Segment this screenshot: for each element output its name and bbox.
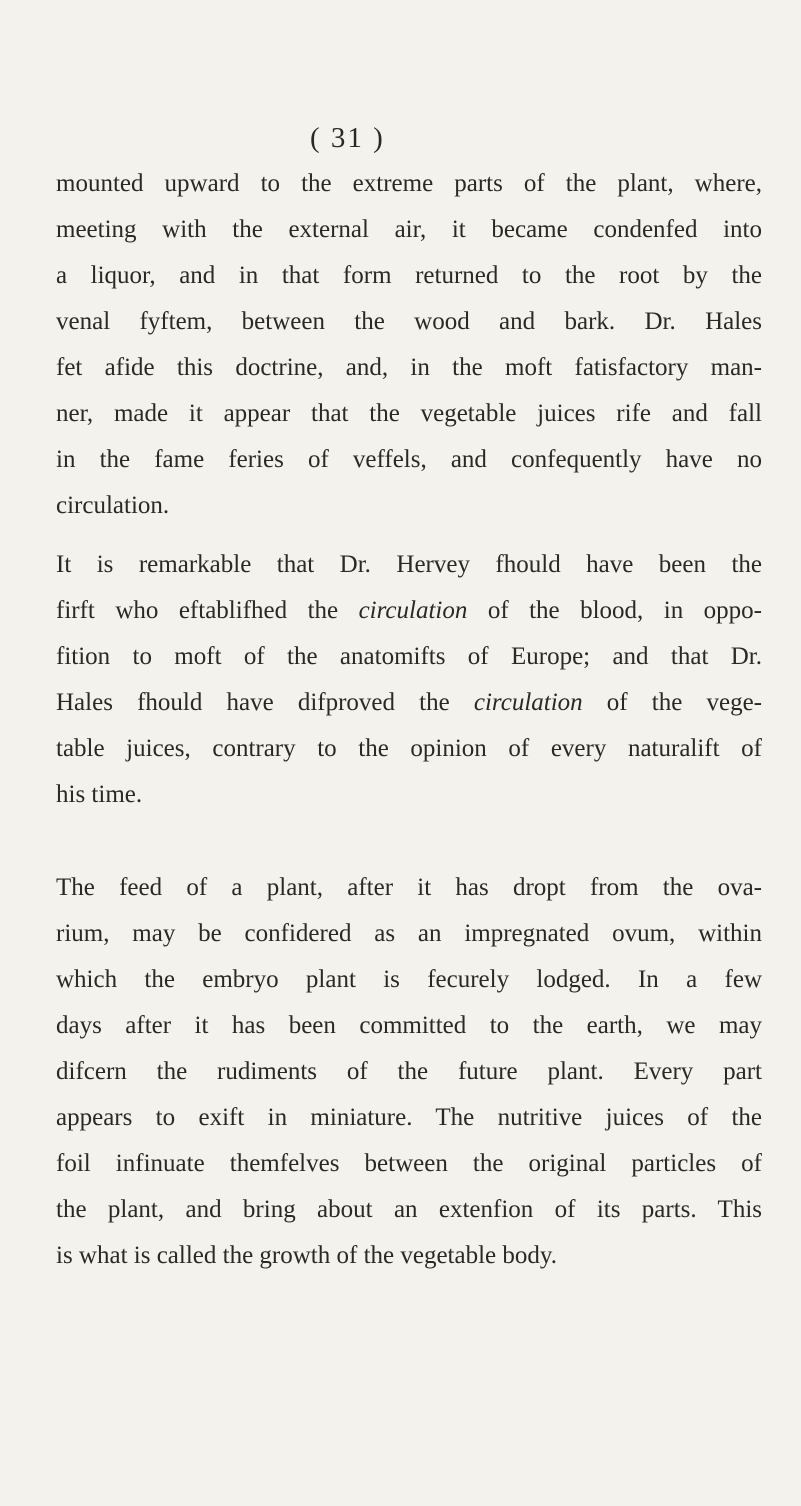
text-line: mounted upward to the extreme parts of the plant, where, <box>56 170 762 197</box>
text-line: difcern the rudiments of the future plant. Every part <box>56 1058 762 1085</box>
page-number: ( 31 ) <box>310 122 385 154</box>
text-line: foil infinuate themfelves between the original particles of <box>56 1150 762 1177</box>
text-line: fition to moft of the anatomifts of Europe; and that Dr. <box>56 643 762 670</box>
text-line: rium, may be confidered as an impregnated ovum, within <box>56 920 762 947</box>
text-line: venal fyftem, between the wood and bark. Dr. Hales <box>56 308 762 335</box>
text-line: days after it has been committed to the earth, we may <box>56 1012 762 1039</box>
text-line: in the fame feries of veffels, and confequently have no <box>56 446 762 473</box>
text-line: It is remarkable that Dr. Hervey fhould have been the <box>56 551 762 578</box>
text-line: ner, made it appear that the vegetable juices rife and fall <box>56 400 762 427</box>
text-line: which the embryo plant is fecurely lodged. In a few <box>56 966 762 993</box>
text-line <box>56 588 762 634</box>
line-segment: firft who eftablifhed the <box>56 597 359 624</box>
line-segment: of the vege- <box>582 689 762 716</box>
text-line: is what is called the growth of the vegetable body. <box>56 1242 558 1269</box>
text-line: meeting with the external air, it became condenfed into <box>56 216 762 243</box>
text-line: his time. <box>56 781 143 808</box>
line-segment: Hales fhould have difproved the <box>56 689 474 716</box>
italic-term: circulation <box>358 597 468 624</box>
text-line: a liquor, and in that form returned to the root by the <box>56 262 762 289</box>
text-line: the plant, and bring about an extenfion of its parts. This <box>56 1196 762 1223</box>
text-line: The feed of a plant, after it has dropt from the ova- <box>56 874 762 901</box>
text-line: appears to exift in miniature. The nutritive juices of the <box>56 1104 762 1131</box>
text-line: circulation. <box>56 492 170 519</box>
text-line: fet afide this doctrine, and, in the moft fatisfactory man- <box>56 354 762 381</box>
text-line <box>56 680 762 726</box>
italic-term: circulation <box>473 689 583 716</box>
text-line: table juices, contrary to the opinion of every naturalift of <box>56 735 762 762</box>
line-segment: of the blood, in oppo- <box>467 597 762 624</box>
